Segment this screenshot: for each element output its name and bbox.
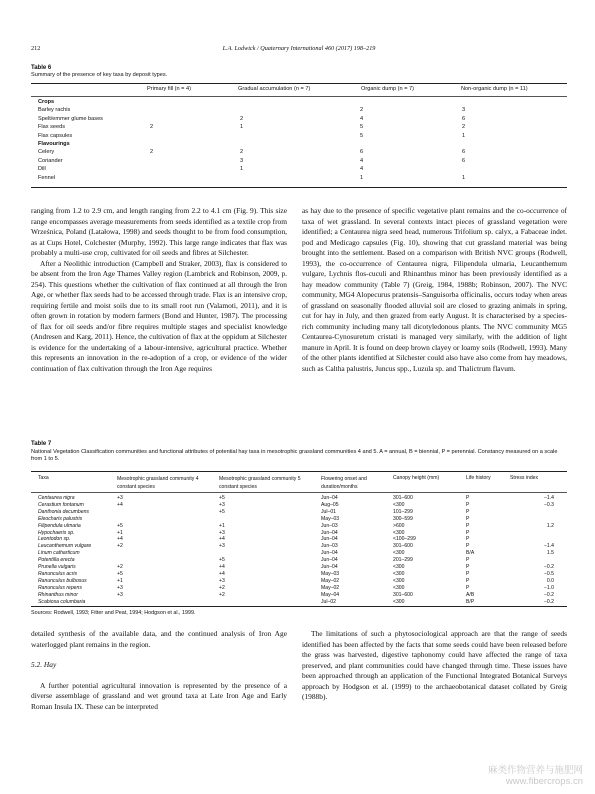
table6-cell: 5 bbox=[360, 132, 364, 139]
table6-cell: 1 bbox=[462, 132, 466, 139]
table6-cell: 6 bbox=[462, 157, 466, 164]
table7-cell: Filipendula ulmaria bbox=[38, 522, 81, 529]
paragraph: The limitations of such a phytosociological approach are that the range of seeds identified has been affected by the facts that some seeds could have been released before the grass was harvested, digestive taphonomy could have affected the range of taxa preserved, and plant communities could have changed through time. These issues have been approached through an application of the Functional Integrated Botanical Surveys approach by Hodgson et al. (1999) to the archaeobotanical dataset collated by Greig (1988b). bbox=[302, 629, 567, 701]
table7-col-header: Mesotrophic grassland community 4 constant species bbox=[117, 476, 199, 490]
table7-cell: P bbox=[466, 543, 470, 550]
table7-row bbox=[38, 530, 558, 537]
table7-cell: Ranunculus acris bbox=[38, 570, 78, 577]
table7-cell: Jul–01 bbox=[321, 508, 337, 515]
table6-cell: 6 bbox=[360, 149, 364, 156]
table6-cell: Flax capsules bbox=[38, 132, 73, 139]
table6-cell: Flax seeds bbox=[38, 124, 66, 131]
table7-cell: −0.5 bbox=[543, 570, 554, 577]
table7-row bbox=[38, 516, 558, 523]
paragraph: detailed synthesis of the available data, and the continued analysis of Iron Age waterlogged plant remains in the region. bbox=[31, 629, 287, 649]
table6-cell: 1 bbox=[462, 174, 466, 181]
table7-row bbox=[38, 509, 558, 516]
table7-cell: 1.5 bbox=[546, 550, 554, 557]
table7-cell: −1.4 bbox=[543, 543, 554, 550]
table7-cell: Leucanthemum vulgare bbox=[38, 543, 92, 550]
table7-cell: +5 bbox=[117, 570, 123, 577]
table7-cell: −0.2 bbox=[543, 591, 554, 598]
table7-cell: P bbox=[466, 501, 470, 508]
table7-cell: −0.3 bbox=[543, 501, 554, 508]
table7-cell: Jun–04 bbox=[321, 536, 338, 543]
table6-cell: 4 bbox=[360, 166, 364, 173]
table7-cell: P bbox=[466, 557, 470, 564]
table7-cell: May–02 bbox=[321, 584, 340, 591]
table7-cell: +4 bbox=[117, 536, 123, 543]
table6-cell: 6 bbox=[462, 149, 466, 156]
table7-cell: −0.2 bbox=[543, 564, 554, 570]
watermark-line: www.fibercrops.cn bbox=[505, 776, 583, 787]
table7-cell: −1.4 bbox=[543, 495, 554, 501]
table7-cell: Prunella vulgaris bbox=[38, 564, 76, 570]
table7-cell: Aug–05 bbox=[321, 501, 339, 508]
site-watermark bbox=[488, 765, 583, 787]
table6-cell: Celery bbox=[38, 149, 55, 156]
journal-citation: L.A. Lodwick / Quaternary International 460 (2017) 198–219 bbox=[222, 45, 376, 52]
table6-cell: 5 bbox=[360, 124, 364, 131]
table7-cell: <300 bbox=[393, 577, 405, 584]
table7-cell: Jun–03 bbox=[321, 543, 338, 550]
table6-cell: Flavourings bbox=[38, 141, 70, 147]
table7-cell: A/B bbox=[466, 591, 475, 598]
table7-row bbox=[38, 592, 558, 599]
section-heading: 5.2. Hay bbox=[31, 660, 57, 669]
table7-row bbox=[38, 495, 558, 502]
table6-cell: 4 bbox=[360, 115, 364, 122]
table7-row bbox=[38, 599, 558, 606]
table7-cell: P bbox=[466, 515, 470, 522]
table7-cell: May–03 bbox=[321, 515, 340, 522]
page-number: 212 bbox=[31, 45, 41, 52]
table7-cell: <100–299 bbox=[393, 536, 416, 543]
table6-cell: 2 bbox=[360, 107, 364, 114]
table7-cell: 201–299 bbox=[393, 557, 413, 564]
table7-cell: +5 bbox=[219, 495, 225, 501]
table6-cell: 2 bbox=[462, 124, 466, 131]
table7-row bbox=[38, 578, 558, 585]
table7-cell: 301–600 bbox=[393, 495, 413, 501]
body-right-column-bottom bbox=[302, 629, 567, 703]
table7-cell: Centaurea nigra bbox=[38, 495, 75, 501]
table6-label: Table 6 bbox=[31, 65, 52, 71]
paragraph: as hay due to the presence of specific vegetative plant remains and the co-occurrence of taxa of wet grassland. In several contexts intact pieces of grassland vegetation were identified; a Centaurea nigra seed head, numerous Trifolium sp. calyx, a Fabaceae indet. pod and Medicago capsules (Fig. 10), showing that cut grassland material was being brought into the settlement. Based on a comparison with British NVC groups (Rodwell, 1993), the co-occurrence of Centaurea nigra, Filipendula ulmaria, Leucanthemum vulgare, Lychnis flos-cuculi and Rhinanthus minor has been previously identified as a hay meadow community (Table 7) (Greig, 1984, 1988b; Robinson, 2007). The NVC community, MG4 Alopecurus pratensis–Sanguisorba officinalis, occurs today when areas of grassland on seasonally flooded alluvial soil are closed to grazing animals in spring, cut for hay in July, and then grazed from early August. It is characterised by a species-rich community including many tall dicotyledonous plants. The NVC community MG5 Centaurea-Cynosuretum cristati is managed very similarly, with the addition of light manure in April. It is found on deep brown clayey or loamy soils (Rodwell, 1993). Many of the other plants identified at Silchester could also have also come from hay meadows, such as Caltha palustris, Juncus spp., Luzula sp. and Thalictrum flavum. bbox=[302, 206, 567, 373]
table7-sources: Sources: Rodwell, 1993; Fitter and Peat, 1994; Hodgson et al., 1999. bbox=[31, 610, 196, 616]
table6-cell: 1 bbox=[240, 124, 244, 131]
table7-row bbox=[38, 550, 558, 557]
table7-cell: P bbox=[466, 584, 470, 591]
table7-caption: National Vegetation Classification communities and functional attributes of potential hay taxa in mesotrophic grassland communities 4 and 5. A = annual, B = biennial, P = perennial. Constancy measured on a scale from 1 to 5. bbox=[31, 449, 558, 462]
table7-cell: +2 bbox=[219, 584, 225, 591]
table7-col-header: Taxa bbox=[38, 475, 49, 481]
table6-cell: 1 bbox=[240, 166, 244, 173]
table7-cell: +1 bbox=[117, 577, 123, 584]
table7-cell: 0.0 bbox=[546, 577, 554, 584]
table7-cell: P bbox=[466, 536, 470, 543]
table7-col-header: Canopy height (mm) bbox=[393, 475, 440, 481]
table7-cell: 101–299 bbox=[393, 508, 413, 515]
table7-cell: P bbox=[466, 570, 470, 577]
table7-cell: +1 bbox=[219, 522, 225, 529]
table7-cell: <300 bbox=[393, 584, 405, 591]
table7-cell: Leontodon sp. bbox=[38, 536, 71, 543]
table6-col-header: Organic dump (n = 7) bbox=[361, 86, 415, 92]
table7-cell: Linum catharticum bbox=[38, 550, 80, 557]
paragraph: After a Neolithic introduction (Campbell and Straker, 2003), flax is considered to be absent from the Iron Age Thames Valley region (Lambrick and Robinson, 2009, p. 254). This questions whether the cultivation of flax continued at all through the Iron Age, or whether flax seeds had to be accessed through trade. Flax is an intensive crop, requiring fertile and moist soils due to its small root run (Valamoti, 2011), and it is often grown in rotation by modern farmers (Bond and Hunter, 1987). The processing of flax for oil seeds and/or fibre requires multiple stages and specialist knowledge (Andresen and Karg, 2011). Hence, the cultivation of flax at the oppidum at Silchester is evidence for the undertaking of a labour-intensive, agricultural practice. Whether this represents an innovation in the re-adoption of a crop, or evidence of the wider continuation of flax cultivation through the Iron Age requires bbox=[31, 258, 287, 373]
table7-col-header: Life history bbox=[466, 475, 491, 481]
table7-cell: +3 bbox=[117, 591, 123, 598]
table6-cell: Dill bbox=[38, 166, 46, 173]
table7-cell: Jun–04 bbox=[321, 495, 338, 501]
table7-cell: P bbox=[466, 508, 470, 515]
table6-cell: Fennel bbox=[38, 174, 56, 181]
table6-cell: 6 bbox=[462, 115, 466, 122]
table7-cell: <300 bbox=[393, 501, 405, 508]
table6-col-header: Gradual accumulation (n = 7) bbox=[238, 86, 311, 92]
table7-cell: May–04 bbox=[321, 591, 340, 598]
table6-col-header: Non-organic dump (n = 11) bbox=[461, 86, 528, 92]
table7-label: Table 7 bbox=[31, 441, 52, 447]
table7-row bbox=[38, 585, 558, 592]
table7-cell: +4 bbox=[219, 536, 225, 543]
table7-cell: +3 bbox=[219, 529, 225, 536]
table7-cell: +5 bbox=[219, 508, 225, 515]
table7-cell: P bbox=[466, 529, 470, 536]
table7-row bbox=[38, 523, 558, 530]
table7-cell: +4 bbox=[219, 570, 225, 577]
table7-cell: Potentilla erecta bbox=[38, 557, 75, 564]
table6-caption: Summary of the presence of key taxa by deposit types. bbox=[31, 72, 168, 78]
table7-cell: +4 bbox=[219, 564, 225, 570]
table7-row bbox=[38, 557, 558, 564]
table7-cell: +3 bbox=[117, 495, 123, 501]
table7-cell: +2 bbox=[117, 543, 123, 550]
table7-cell: Jun–04 bbox=[321, 557, 338, 564]
table7-cell: <300 bbox=[393, 550, 405, 557]
table7-row bbox=[38, 564, 558, 571]
table7-cell: Ranunculus repens bbox=[38, 584, 82, 591]
table7-cell: B/P bbox=[466, 598, 475, 605]
table6-cell: 2 bbox=[240, 149, 244, 156]
table7-row bbox=[38, 536, 558, 543]
table7-col-header: Flowering onset and duration/months bbox=[321, 476, 367, 490]
table7-cell: Danthonia decumbens bbox=[38, 508, 89, 515]
table6-cell: Spelt/emmer glume bases bbox=[38, 115, 103, 122]
table7-cell: −1.0 bbox=[543, 584, 554, 591]
table7-cell: +1 bbox=[117, 529, 123, 536]
table7-bottom-rule bbox=[31, 606, 567, 607]
table7-cell: −0.2 bbox=[543, 598, 554, 605]
paragraph: ranging from 1.2 to 2.9 cm, and length ranging from 2.2 to 4.1 cm (Fig. 9). This size range encompasses average measurements from seeds identified as a textile crop from Wrześnica, Poland (Latałowa, 1998) and seeds thought to be from food consumption, as at Cups Hotel, Colchester (Murphy, 1992). This large range indicates that flax was probably a multi-use crop, cultivated for oil seeds and fibres at Silchester. bbox=[31, 206, 287, 257]
table6-cell: 1 bbox=[360, 174, 364, 181]
table6-col-header: Primary fill (n = 4) bbox=[147, 86, 191, 92]
table7-cell: <300 bbox=[393, 529, 405, 536]
table6-cell: Coriander bbox=[38, 157, 63, 164]
table7-cell: P bbox=[466, 522, 470, 529]
table6-cell: Crops bbox=[38, 99, 55, 105]
table6-cell: 2 bbox=[150, 124, 154, 131]
table7-cell: +2 bbox=[117, 564, 123, 570]
table7-cell: May–02 bbox=[321, 577, 340, 584]
table6-cell: 4 bbox=[360, 157, 364, 164]
table7-cell: +3 bbox=[219, 501, 225, 508]
table7-col-header: Stress index bbox=[510, 475, 539, 481]
table7-cell: Ranunculus bulbosus bbox=[38, 577, 87, 584]
table7-cell: P bbox=[466, 495, 470, 501]
table7-cell: +5 bbox=[117, 522, 123, 529]
table7-cell: +2 bbox=[219, 591, 225, 598]
table7-cell: +3 bbox=[219, 543, 225, 550]
table7-cell: B/A bbox=[466, 550, 475, 557]
table7-cell: Jun–04 bbox=[321, 550, 338, 557]
table7-cell: >600 bbox=[393, 522, 405, 529]
table7-cell: +3 bbox=[219, 577, 225, 584]
table7-cell: <300 bbox=[393, 570, 405, 577]
table6-cell: 2 bbox=[240, 115, 244, 122]
paragraph: A further potential agricultural innovation is represented by the presence of a diverse assemblage of grassland and wet ground taxa at Late Iron Age and Early Roman Insula IX. These can be interpreted bbox=[31, 680, 287, 711]
table7-cell: Eleocharis palustris bbox=[38, 515, 83, 522]
table7-cell: 1.2 bbox=[546, 522, 554, 529]
table6-cell: 2 bbox=[150, 149, 154, 156]
table7-cell: Scabiosa columbaria bbox=[38, 598, 86, 605]
table7-cell: +5 bbox=[219, 557, 225, 564]
table7-row bbox=[38, 502, 558, 509]
table6-cell: 3 bbox=[240, 157, 244, 164]
table7-cell: Jun–04 bbox=[321, 529, 338, 536]
table7-cell: +4 bbox=[117, 501, 123, 508]
table7-row bbox=[38, 543, 558, 550]
watermark-line: 麻类作物营养与施肥网 bbox=[487, 765, 583, 776]
table7-cell: <300 bbox=[393, 598, 405, 605]
table7-cell: P bbox=[466, 577, 470, 584]
table7-cell: Rhinanthus minor bbox=[38, 591, 78, 598]
table7-cell: Jul–02 bbox=[321, 598, 337, 605]
table7-cell: 300–599 bbox=[393, 515, 413, 522]
table7-cell: Hypochaeris sp. bbox=[38, 529, 75, 536]
table7-cell: <300 bbox=[393, 564, 405, 570]
table7-cell: Jun–04 bbox=[321, 564, 338, 570]
table7-cell: 301–600 bbox=[393, 591, 413, 598]
table7-cell: Cerastium fontanum bbox=[38, 501, 84, 508]
table7-cell: P bbox=[466, 564, 470, 570]
table7-col-header: Mesotrophic grassland community 5 constant species bbox=[219, 476, 301, 490]
table7-cell: 301–600 bbox=[393, 543, 413, 550]
table7-row bbox=[38, 571, 558, 578]
table7-cell: Jun–03 bbox=[321, 522, 338, 529]
body-left-column-bottom bbox=[31, 629, 287, 712]
table7-cell: +3 bbox=[117, 584, 123, 591]
table6-cell: 3 bbox=[462, 107, 466, 114]
table6-cell: Barley rachis bbox=[38, 107, 71, 114]
table7-cell: May–03 bbox=[321, 570, 340, 577]
